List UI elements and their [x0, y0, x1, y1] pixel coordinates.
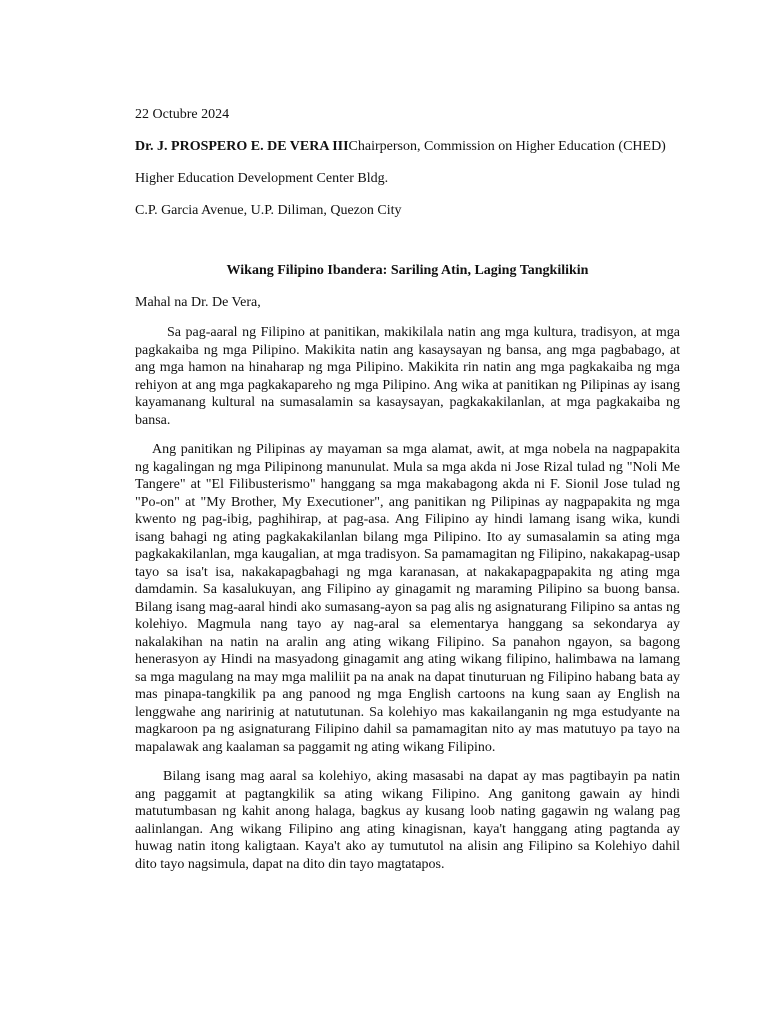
body-paragraph-2: Ang panitikan ng Pilipinas ay mayaman sa mga alamat, awit, at mga nobela na nagpapakita ng kagalingan ng mga Pilipinong manunulat. Mula sa mga akda ni Jose Rizal tulad ng "Noli Me Tangere" at "El Filibusterismo" hanggang sa mga makabagong akda ni F. Sionil Jose tulad ng "Po-on" at "My Brother, My Executioner", ang panitikan ng Pilipinas ay nagpapakita ng mga kwento ng pag-ibig, paghihirap, at pag-asa. Ang Filipino ay hindi lamang isang wika, kundi isang bahagi ng ating pagkakakilanlan bilang mga Pilipino. Ito ay sumasalamin sa ating mga pagkakakilanlan, mga kaugalian, at mga tradisyon. Sa pamamagitan ng Filipino, nakakapag-usap tayo sa isa't isa, nakakapagbahagi ng mga karanasan, at nakakapagpapakita ng ating mga damdamin. Sa kasalukuyan, ang Filipino ay ginagamit ng maraming Pilipino sa buong bansa. Bilang isang mag-aaral hindi ako sumasang-ayon sa pag alis ng asignaturang Filipino sa antas ng kolehiyo. Magmula nang tayo ay nag-aral sa elementarya hanggang sa sekondarya ay nakalakihan na natin na aralin ang ating wikang Filipino. Sa panahon ngayon, sa bagong henerasyon ay Hindi na masyadong ginagamit ang ating wikang filipino, halimbawa na lamang sa mga magulang na may mga maliliit pa na anak na dapat tinuturuan ng Filipino habang bata ay mas pinapa-tangkilik pa ang panood ng mga English cartoons na kung saan ay English na lenggwahe ang naririnig at natututunan. Sa kolehiyo mas kakailanganin ng mga estudyante na magkaroon pa ng asignaturang Filipino dahil sa pamamagitan nito ay mas matutuyo pa tayo na mapalawak ang kaalaman sa paggamit ng ating wikang Filipino.: [135, 442, 680, 755]
address-line-1: Higher Education Development Center Bldg.: [135, 171, 389, 186]
recipient-line: [135, 138, 680, 156]
body-paragraph-1: Sa pag-aaral ng Filipino at panitikan, makikilala natin ang mga kultura, tradisyon, at mga pagkakaiba ng mga Pilipino. Makikita natin ang kasaysayan ng bansa, ang mga pagbabago, at ang mga hamon na hinaharap ng mga Pilipino. Makikita rin natin ang mga pagkakaiba ng mga rehiyon at ang mga pagkakapareho ng mga Pilipino. Ang wika at panitikan ng Pilipinas ay isang kayamanang kultural na sumasalamin sa kasaysayan, pagkakakilanlan, at mga pagkakaiba ng bansa.: [135, 325, 680, 428]
body-paragraph-3: Bilang isang mag aaral sa kolehiyo, aking masasabi na dapat ay mas pagtibayin pa natin ang paggamit at pagtangkilik sa ating wikang Filipino. Ang ganitong gawain ay hindi matutumbasan ng kahit anong halaga, bagkus ay kusang loob nating gagawin ng walang pag aalinlangan. Ang wikang Filipino ang ating kinagisnan, kaya't hanggang ating pagtanda ay huwag natin itong kaligtaan. Kaya't ako ay tumututol na alisin ang Filipino sa Kolehiyo dahil dito tayo nagsimula, dapat na dito din tayo magtatapos.: [135, 769, 680, 872]
salutation: Mahal na Dr. De Vera,: [135, 295, 261, 310]
letter-date: 22 Octubre 2024: [135, 107, 230, 122]
letter-subject: Wikang Filipino Ibandera: Sariling Atin, Laging Tangkilikin: [226, 263, 589, 278]
recipient-title: Chairperson, Commission on Higher Education (CHED): [348, 139, 666, 154]
recipient-name: Dr. J. PROSPERO E. DE VERA III: [135, 139, 349, 154]
address-line-2: C.P. Garcia Avenue, U.P. Diliman, Quezon City: [135, 203, 402, 218]
